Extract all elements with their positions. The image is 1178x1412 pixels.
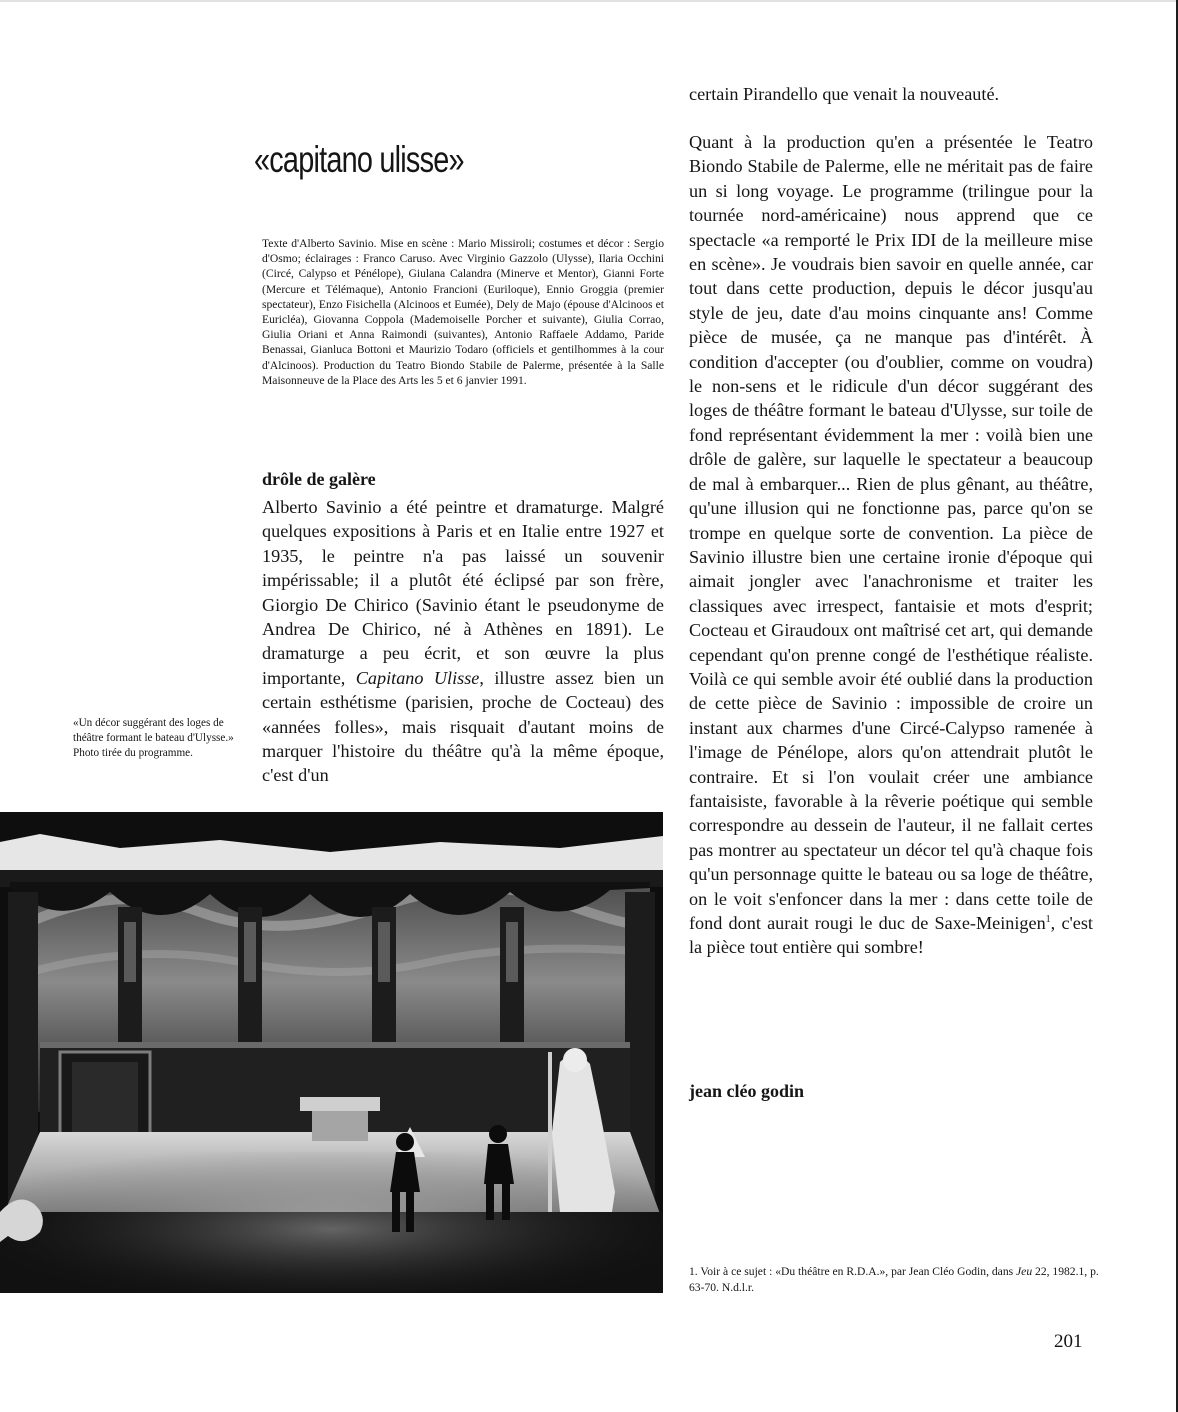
page-number: 201 [1054, 1331, 1083, 1352]
footnote-marker: 1 [1045, 913, 1051, 925]
footnote-journal: Jeu [1016, 1265, 1033, 1278]
left-body-text-1: Alberto Savinio a été peintre et dramaturge. Malgré quelques expositions à Paris et en Italie entre 1927 et 1935, le peintre n'a pas laissé un souvenir impérissable; il a plutôt été éclipsé par son frère, Giorgio De Chirico (Savinio étant le pseudonyme de Andrea De Chirico, né à Athènes en 1891). Le dramaturge a peu écrit, et son œuvre la plus importante, [262, 497, 664, 688]
stage-photo-illustration [0, 812, 663, 1293]
left-body-text-2: , illustre assez bien un certain esthétisme (parisien, proche de Cocteau) des «années folles», mais risquait d'autant moins de marquer l'histoire du théâtre qu'à la même époque, c'est d'un [262, 667, 664, 786]
footnote [689, 1264, 1099, 1296]
right-column-continuation: certain Pirandello que venait la nouveauté. [689, 84, 1000, 104]
left-column-body [262, 495, 664, 788]
article-title: «capitano ulisse» [254, 139, 464, 180]
photo-caption: «Un décor suggérant des loges de théâtre formant le bateau d'Ulysse.» Photo tirée du programme. [73, 717, 234, 760]
page-top-edge [0, 0, 1178, 2]
stage-photo [0, 812, 663, 1293]
section-heading: drôle de galère [262, 469, 376, 489]
right-column-body [689, 130, 1093, 960]
footnote-text-1: 1. Voir à ce sujet : «Du théâtre en R.D.A.», par Jean Cléo Godin, dans [689, 1265, 1017, 1278]
right-body-text-1: Quant à la production qu'en a présentée le Teatro Biondo Stabile de Palerme, elle ne méritait pas de faire un si long voyage. Le programme (trilingue pour la tournée nord-américaine) nous apprend que ce spectacle «a remporté le Prix IDI de la meilleure mise en scène». Je voudrais bien savoir en quelle année, car tout dans cette production, depuis le décor jusqu'au style de jeu, date d'au moins cinquante ans! Comme pièce de musée, ça ne manque pas d'intérêt. À condition d'accepter (ou d'oublier, comme on voudra) le non-sens et le ridicule d'un décor suggérant des loges de théâtre formant le bateau d'Ulysse, sur toile de fond représentant évidemment la mer : voilà bien une drôle de galère, sur laquelle le spectateur a beaucoup de mal à embarquer... Rien de plus gênant, au théâtre, qu'une illusion qui ne fonctionne pas, parce qu'on se trompe en quelque sorte de convention. La pièce de Savinio illustre bien une certaine ironie d'époque qui aimait jongler avec l'anachronisme et traiter les classiques avec irrespect, fantaisie et mots d'esprit; Cocteau et Giraudoux ont maîtrisé cet art, qui demande cependant qu'on prenne congé de l'esthétique réaliste. Voilà ce qui semble avoir été oublié dans la production de cette pièce de Savinio : impossible de croire un instant aux charmes d'une Circé-Calypso ramenée à l'image de Pénélope, alors qu'on attendrait plutôt le contraire. Et si l'on voulait créer une ambiance fantaisiste, favorable à la rêverie poétique qui semble correspondre au dessein de l'auteur, il ne fallait certes pas montrer au spectateur un décor tel qu'à chaque fois qu'un personnage quitte le bateau ou sa loge de théâtre, on le voit s'enfoncer dans la mer : dans cette toile de fond dont aurait rougi le duc de Saxe-Meinigen [689, 132, 1093, 933]
footnote-text-2: 22, 1982.1, p. 63-70. N.d.l.r. [689, 1265, 1099, 1294]
author-signature: jean cléo godin [689, 1081, 804, 1101]
production-credits: Texte d'Alberto Savinio. Mise en scène : Mario Missiroli; costumes et décor : Sergio d'Osmo; éclairages : Franco Caruso. Avec Virginio Gazzolo (Ulysse), Ilaria Occhini (Circé, Calypso et Pénélope), Giulana Calandra (Minerve et Mentor), Gianni Forte (Mercure et Télémaque), Antonio Francioni (Euriloque), Ennio Groggia (premier spectateur), Enzo Fisichella (Alcinoos et Eumée), Dely de Majo (épouse d'Alcinoos et Euricléa), Giovanna Coppola (Mademoiselle Porcher et suivante), Giulia Corrao, Giulia Oriani et Anna Raimondi (suivantes), Antonio Raffaele Addamo, Paride Benassai, Gianluca Bottoni et Maurizio Todaro (officiels et gentilhommes à la cour d'Alcinoos). Production du Teatro Biondo Stabile de Palerme, présentée à la Salle Maisonneuve de la Place des Arts les 5 et 6 janvier 1991. [262, 237, 664, 387]
right-body-text-2: , c'est la pièce tout entière qui sombre! [689, 913, 1093, 958]
play-title-italic: Capitano Ulisse [355, 667, 480, 688]
